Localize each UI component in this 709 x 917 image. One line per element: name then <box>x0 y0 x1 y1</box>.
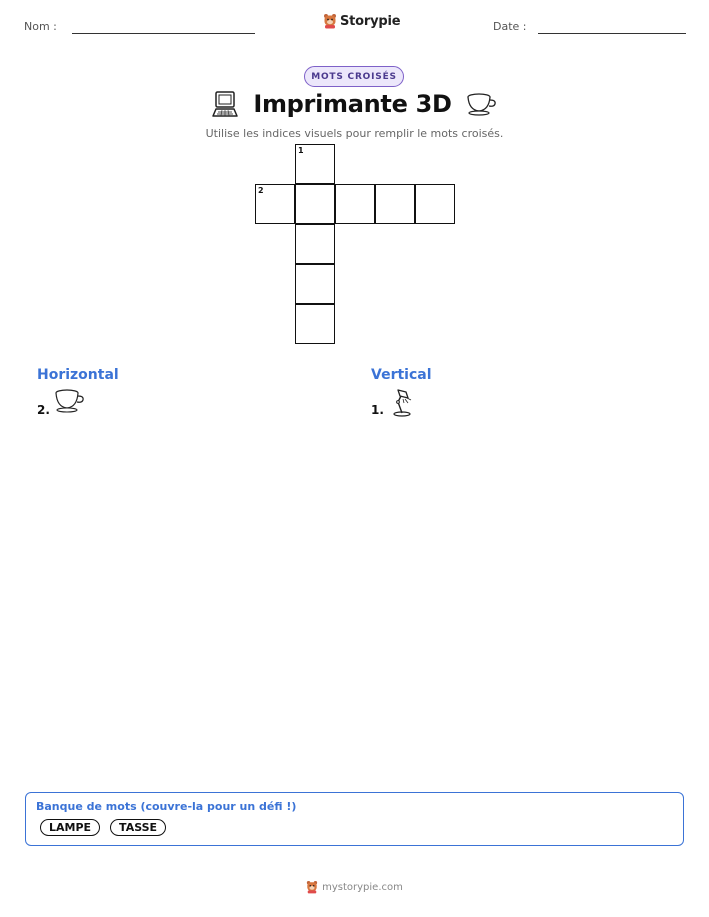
desk-lamp-icon <box>386 387 416 417</box>
cell-number: 2 <box>258 186 264 195</box>
crossword-cell[interactable] <box>255 184 295 224</box>
bear-mascot-icon <box>323 13 337 29</box>
crossword-cell[interactable] <box>295 304 335 344</box>
name-label: Nom : <box>24 20 57 33</box>
crossword-cell[interactable] <box>295 224 335 264</box>
date-label: Date : <box>493 20 527 33</box>
footer <box>0 880 709 894</box>
word-bank-title: Banque de mots (couvre-la pour un défi !) <box>36 800 297 813</box>
teacup-icon <box>54 388 86 414</box>
crossword-cell[interactable] <box>295 184 335 224</box>
teacup-icon <box>466 92 498 116</box>
bear-mascot-icon <box>306 880 318 894</box>
name-line <box>72 33 255 34</box>
crossword-cell[interactable] <box>295 264 335 304</box>
word-bank-list <box>40 819 166 836</box>
footer-site: mystorypie.com <box>322 881 403 893</box>
crossword-cell[interactable] <box>415 184 455 224</box>
date-line <box>538 33 686 34</box>
computer-icon <box>211 90 239 118</box>
instructions: Utilise les indices visuels pour remplir le mots croisés. <box>205 127 504 140</box>
crossword-cell[interactable] <box>335 184 375 224</box>
word-bank <box>25 792 684 846</box>
cell-number: 1 <box>298 146 304 155</box>
crossword-cell[interactable] <box>295 144 335 184</box>
word-chip: TASSE <box>110 819 166 836</box>
brand-logo <box>323 13 400 29</box>
clue-number: 2. <box>37 403 50 417</box>
title-row <box>0 90 709 118</box>
brand-name: Storypie <box>340 13 401 29</box>
vertical-heading: Vertical <box>371 367 432 383</box>
clue-number: 1. <box>371 403 384 417</box>
page-title: Imprimante 3D <box>253 90 452 118</box>
crossword-cell[interactable] <box>375 184 415 224</box>
horizontal-heading: Horizontal <box>37 367 119 383</box>
word-chip: LAMPE <box>40 819 100 836</box>
worksheet-type-badge: MOTS CROISÉS <box>304 66 404 87</box>
